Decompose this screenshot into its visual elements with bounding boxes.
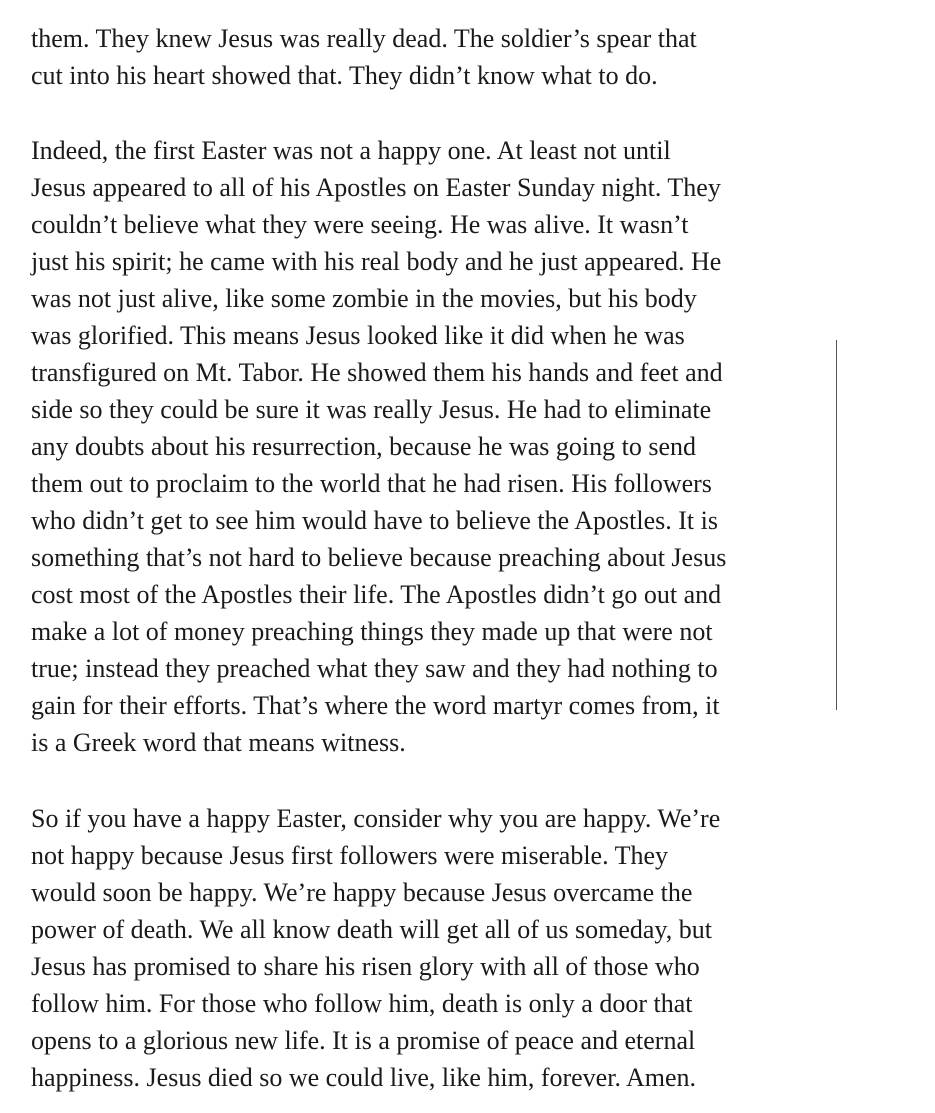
text-line: transfigured on Mt. Tabor. He showed them his hands and feet and — [31, 358, 723, 387]
text-line: couldn’t believe what they were seeing. He was alive. It wasn’t — [31, 210, 689, 239]
text-line: is a Greek word that means witness. — [31, 728, 406, 757]
text-line: Jesus appeared to all of his Apostles on Easter Sunday night. They — [31, 173, 721, 202]
text-line: So if you have a happy Easter, consider why you are happy. We’re — [31, 804, 721, 833]
text-line: them. They knew Jesus was really dead. The soldier’s spear that — [31, 24, 697, 53]
text-line: was not just alive, like some zombie in the movies, but his body — [31, 284, 697, 313]
text-line: cost most of the Apostles their life. The Apostles didn’t go out and — [31, 580, 722, 609]
text-line: Indeed, the first Easter was not a happy one. At least not until — [31, 136, 671, 165]
text-line: not happy because Jesus first followers were miserable. They — [31, 841, 669, 870]
text-line: would soon be happy. We’re happy because Jesus overcame the — [31, 878, 693, 907]
text-line: Jesus has promised to share his risen glory with all of those who — [31, 952, 700, 981]
text-line: just his spirit; he came with his real body and he just appeared. He — [31, 247, 722, 276]
scan-artifact-line — [836, 340, 837, 710]
text-line: opens to a glorious new life. It is a promise of peace and eternal — [31, 1026, 696, 1055]
text-line: cut into his heart showed that. They didn’t know what to do. — [31, 61, 658, 90]
text-line: side so they could be sure it was really Jesus. He had to eliminate — [31, 395, 712, 424]
text-line: was glorified. This means Jesus looked like it did when he was — [31, 321, 685, 350]
text-line: make a lot of money preaching things they made up that were not — [31, 617, 713, 646]
text-line: something that’s not hard to believe because preaching about Jesus — [31, 543, 727, 572]
text-line: any doubts about his resurrection, because he was going to send — [31, 432, 697, 461]
text-line: gain for their efforts. That’s where the word martyr comes from, it — [31, 691, 720, 720]
text-line: follow him. For those who follow him, death is only a door that — [31, 989, 693, 1018]
text-line: them out to proclaim to the world that he had risen. His followers — [31, 469, 712, 498]
text-line: who didn’t get to see him would have to believe the Apostles. It is — [31, 506, 718, 535]
text-line: happiness. Jesus died so we could live, like him, forever. Amen. — [31, 1063, 697, 1092]
text-line: power of death. We all know death will get all of us someday, but — [31, 915, 712, 944]
text-line: true; instead they preached what they saw and they had nothing to — [31, 654, 718, 683]
